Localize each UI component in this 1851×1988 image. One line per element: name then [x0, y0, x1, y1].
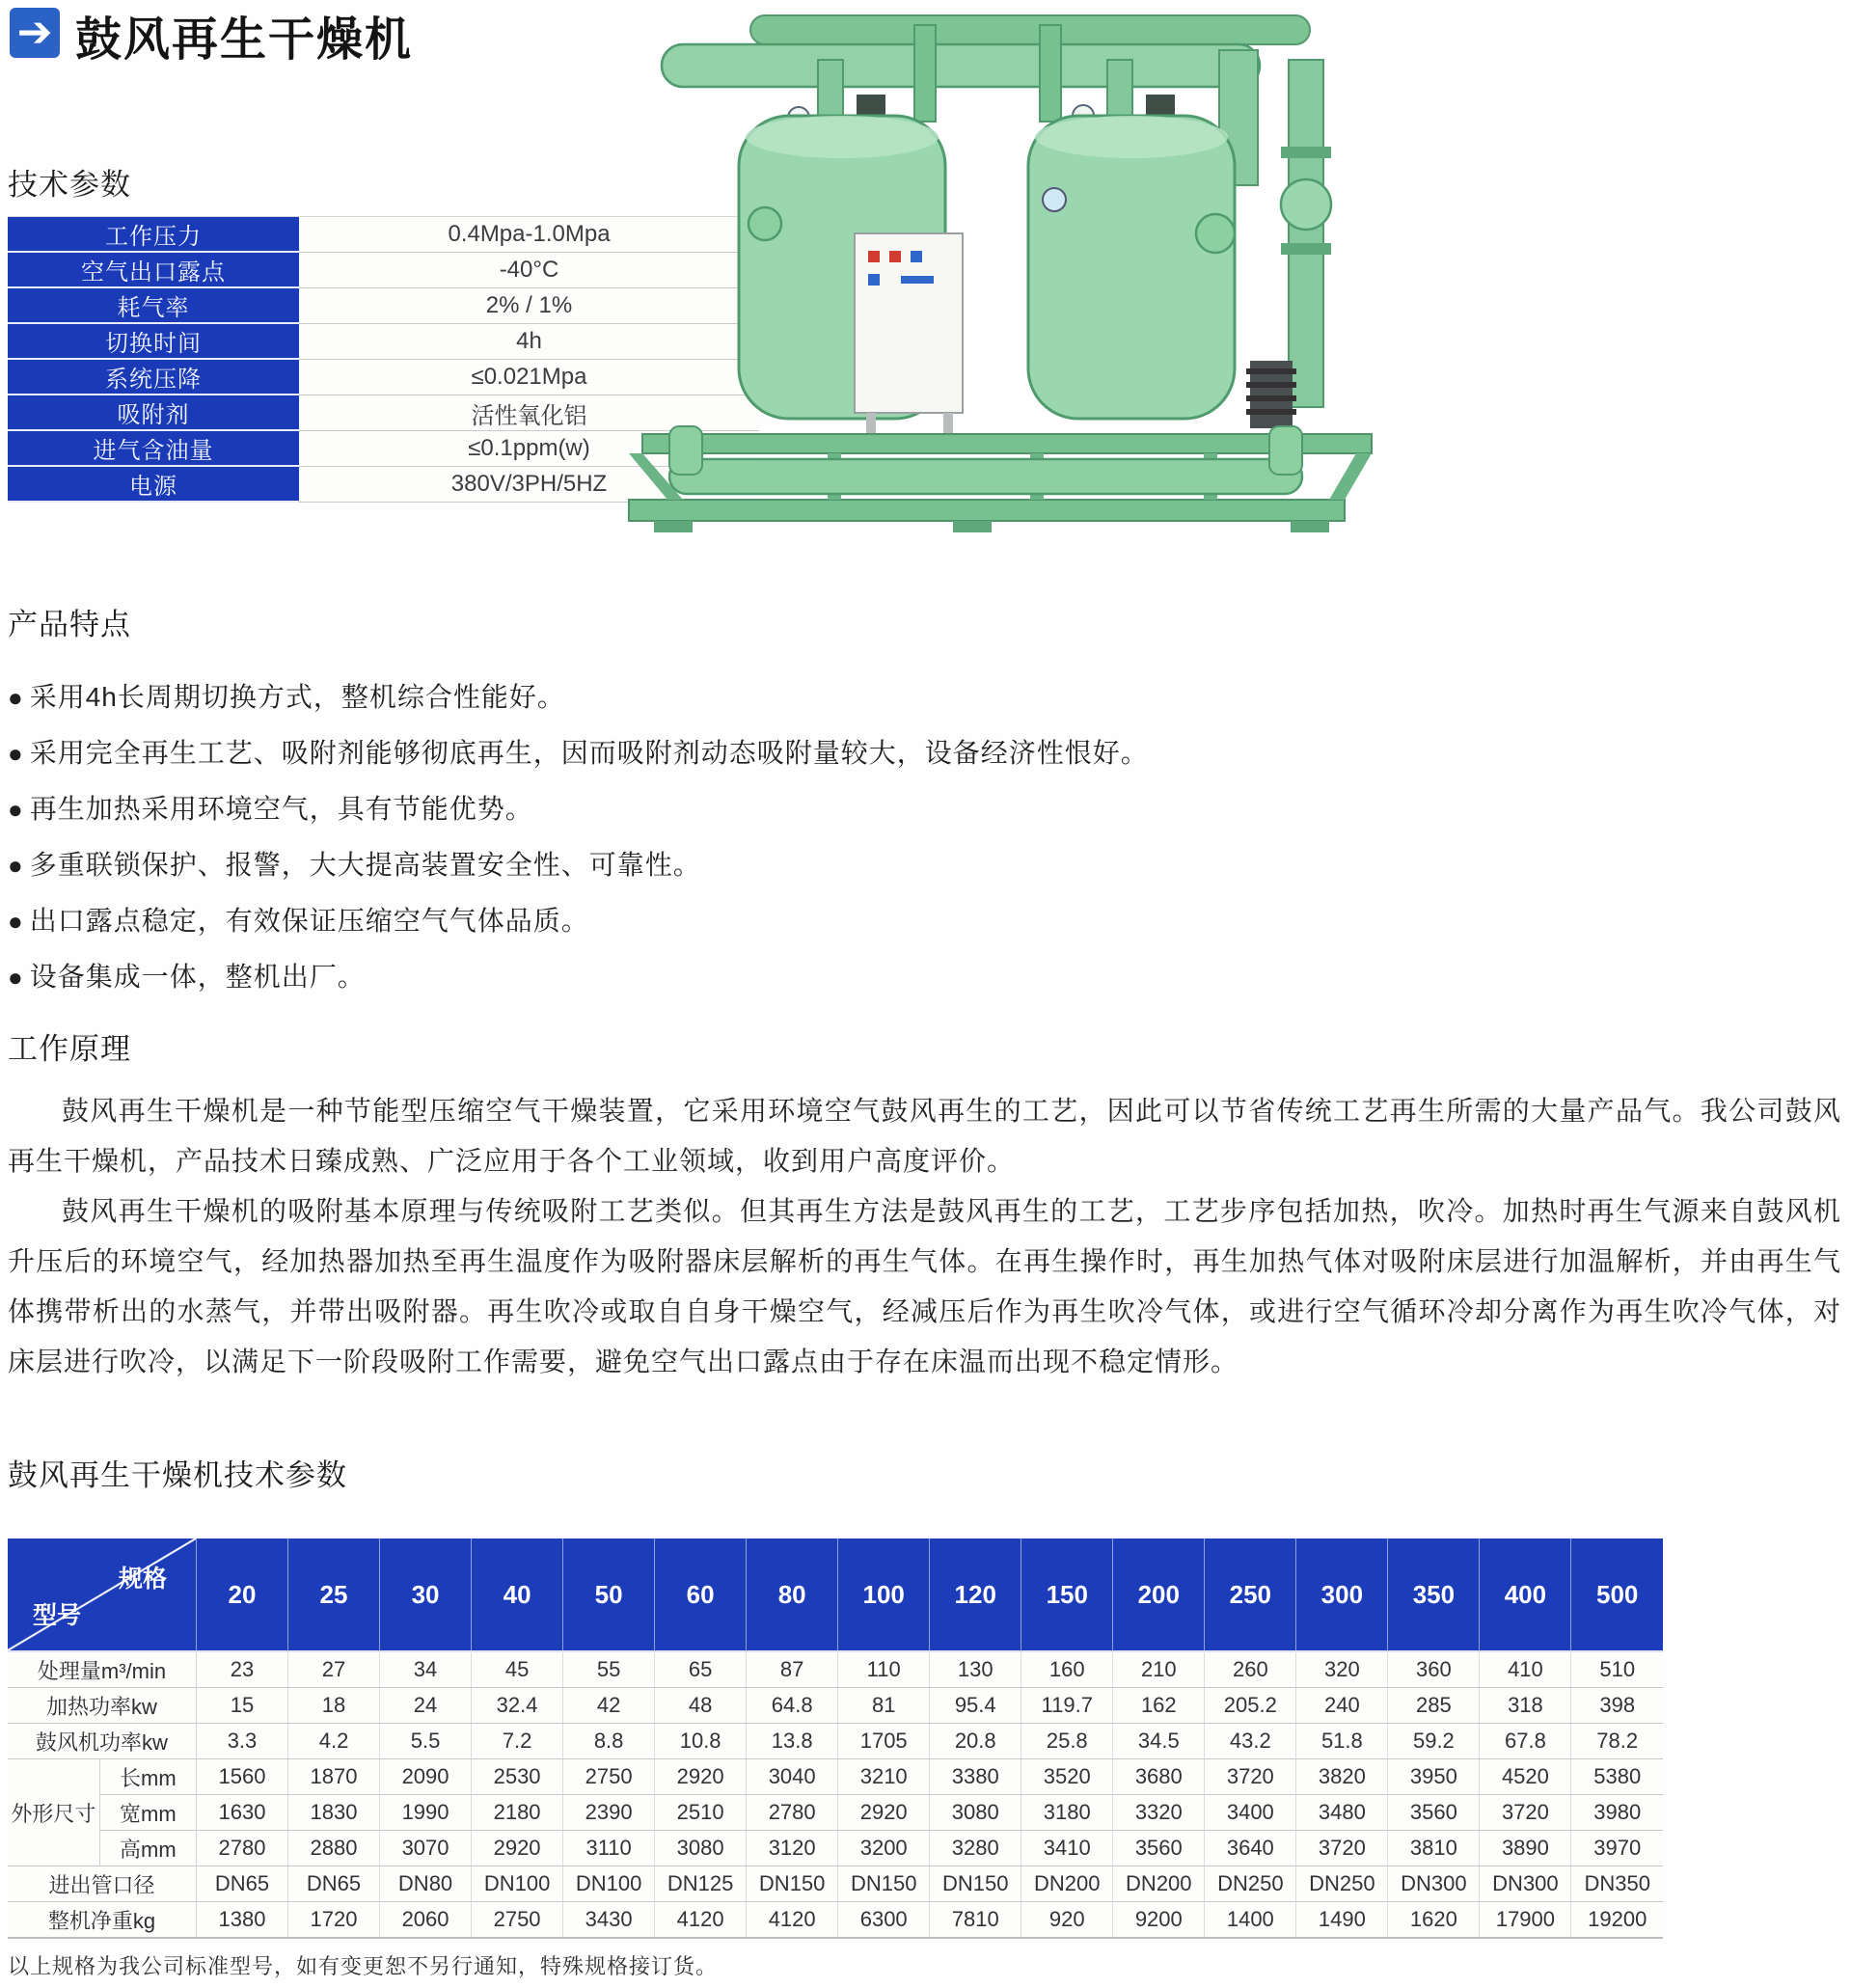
table-body [8, 1651, 1663, 1938]
table-cell: 285 [1388, 1688, 1480, 1724]
spec-value: -40°C [299, 253, 759, 288]
spec-value: ≤0.1ppm(w) [299, 431, 759, 467]
table-cell: 1490 [1296, 1902, 1388, 1939]
table-cell: 5.5 [380, 1724, 472, 1759]
model-header-cell: 500 [1571, 1539, 1663, 1651]
table-cell: DN200 [1113, 1866, 1205, 1902]
table-row [8, 1831, 1663, 1866]
table-cell: 2750 [563, 1759, 655, 1795]
table-cell: 360 [1388, 1651, 1480, 1688]
table-cell: 119.7 [1021, 1688, 1113, 1724]
table-cell: 260 [1205, 1651, 1296, 1688]
spec-value: 380V/3PH/5HZ [299, 467, 759, 503]
table-cell: 3320 [1113, 1795, 1205, 1831]
table-cell: DN150 [747, 1866, 838, 1902]
spec-label: 工作压力 [8, 217, 299, 253]
table-cell: 318 [1480, 1688, 1571, 1724]
model-header-cell: 250 [1205, 1539, 1296, 1651]
row-label: 宽mm [99, 1795, 196, 1831]
table-cell: 4120 [747, 1902, 838, 1939]
table-cell: 3560 [1113, 1831, 1205, 1866]
table-cell: 3520 [1021, 1759, 1113, 1795]
spec-label: 吸附剂 [8, 395, 299, 431]
table-cell: 3400 [1205, 1795, 1296, 1831]
table-cell: 3720 [1480, 1795, 1571, 1831]
table-row [8, 1795, 1663, 1831]
table-cell: 13.8 [747, 1724, 838, 1759]
table-cell: 2510 [655, 1795, 747, 1831]
table-cell: 15 [196, 1688, 287, 1724]
table-cell: 160 [1021, 1651, 1113, 1688]
table-row [8, 1759, 1663, 1795]
table-cell: 3410 [1021, 1831, 1113, 1866]
table-cell: 20.8 [930, 1724, 1021, 1759]
table-cell: 2920 [472, 1831, 563, 1866]
model-header-cell: 300 [1296, 1539, 1388, 1651]
table-cell: 59.2 [1388, 1724, 1480, 1759]
table-cell: 2780 [196, 1831, 287, 1866]
dryer-machine-illustration [625, 2, 1408, 554]
table-cell: 51.8 [1296, 1724, 1388, 1759]
model-header-cell: 40 [472, 1539, 563, 1651]
table-cell: 5380 [1571, 1759, 1663, 1795]
table-cell: 87 [747, 1651, 838, 1688]
table-cell: 7810 [930, 1902, 1021, 1939]
feature-item: ● 设备集成一体，整机出厂。 [8, 949, 1149, 1005]
table-cell: 23 [196, 1651, 287, 1688]
model-header-cell: 60 [655, 1539, 747, 1651]
model-header-cell: 120 [930, 1539, 1021, 1651]
spec-label: 耗气率 [8, 288, 299, 324]
feature-item: ● 采用4h长周期切换方式，整机综合性能好。 [8, 669, 1149, 725]
model-header-cell: 400 [1480, 1539, 1571, 1651]
row-label: 高mm [99, 1831, 196, 1866]
model-header-cell: 80 [747, 1539, 838, 1651]
principle-paragraph: 鼓风再生干燥机是一种节能型压缩空气干燥装置，它采用环境空气鼓风再生的工艺，因此可以节省传统工艺再生所需的大量产品气。我公司鼓风再生干燥机，产品技术日臻成熟、广泛应用于各个工业领域，收到用户高度评价。 [8, 1096, 1841, 1176]
table-cell: 18 [288, 1688, 380, 1724]
table-cell: 8.8 [563, 1724, 655, 1759]
table-cell: 3640 [1205, 1831, 1296, 1866]
table-row [8, 1724, 1663, 1759]
table-cell: 205.2 [1205, 1688, 1296, 1724]
table-cell: DN150 [838, 1866, 930, 1902]
table-cell: 510 [1571, 1651, 1663, 1688]
row-group-label: 外形尺寸 [8, 1759, 99, 1866]
spec-value: 0.4Mpa-1.0Mpa [299, 217, 759, 253]
table-cell: 34.5 [1113, 1724, 1205, 1759]
feature-item: ● 多重联锁保护、报警，大大提高装置安全性、可靠性。 [8, 837, 1149, 893]
table-cell: 3720 [1296, 1831, 1388, 1866]
table-cell: 3280 [930, 1831, 1021, 1866]
table-cell: 3980 [1571, 1795, 1663, 1831]
table-cell: 67.8 [1480, 1724, 1571, 1759]
table-cell: 4.2 [288, 1724, 380, 1759]
spec-label: 系统压降 [8, 360, 299, 395]
table-cell: 1620 [1388, 1902, 1480, 1939]
table-cell: 162 [1113, 1688, 1205, 1724]
table-cell: DN300 [1480, 1866, 1571, 1902]
table-cell: 27 [288, 1651, 380, 1688]
table-cell: 2780 [747, 1795, 838, 1831]
table-cell: DN65 [288, 1866, 380, 1902]
table-cell: 3430 [563, 1902, 655, 1939]
table-cell: 24 [380, 1688, 472, 1724]
table-cell: 3080 [655, 1831, 747, 1866]
table-cell: 3210 [838, 1759, 930, 1795]
spec-label: 切换时间 [8, 324, 299, 360]
table-cell: 3950 [1388, 1759, 1480, 1795]
table-cell: 9200 [1113, 1902, 1205, 1939]
table-cell: 3820 [1296, 1759, 1388, 1795]
table-cell: 78.2 [1571, 1724, 1663, 1759]
table-cell: 3120 [747, 1831, 838, 1866]
spec-label: 进气含油量 [8, 431, 299, 467]
table-cell: 240 [1296, 1688, 1388, 1724]
table-cell: DN250 [1205, 1866, 1296, 1902]
table-cell: DN200 [1021, 1866, 1113, 1902]
feature-item: ● 出口露点稳定，有效保证压缩空气气体品质。 [8, 893, 1149, 949]
table-cell: 95.4 [930, 1688, 1021, 1724]
table-cell: 3720 [1205, 1759, 1296, 1795]
table-cell: 1705 [838, 1724, 930, 1759]
table-cell: DN65 [196, 1866, 287, 1902]
table-cell: DN80 [380, 1866, 472, 1902]
table-cell: 1400 [1205, 1902, 1296, 1939]
table-cell: 3180 [1021, 1795, 1113, 1831]
table-cell: 4120 [655, 1902, 747, 1939]
corner-cell [8, 1539, 196, 1651]
table-cell: 2530 [472, 1759, 563, 1795]
table-cell: 6300 [838, 1902, 930, 1939]
table-cell: 3070 [380, 1831, 472, 1866]
spec-value: ≤0.021Mpa [299, 360, 759, 395]
row-label: 整机净重kg [8, 1902, 196, 1939]
table-cell: DN250 [1296, 1866, 1388, 1902]
table-cell: 3080 [930, 1795, 1021, 1831]
table-cell: 7.2 [472, 1724, 563, 1759]
table-cell: DN100 [472, 1866, 563, 1902]
table-cell: 410 [1480, 1651, 1571, 1688]
table-cell: 45 [472, 1651, 563, 1688]
feature-item: ● 再生加热采用环境空气，具有节能优势。 [8, 781, 1149, 837]
table-cell: 2090 [380, 1759, 472, 1795]
row-label: 鼓风机功率kw [8, 1724, 196, 1759]
table-cell: 2390 [563, 1795, 655, 1831]
table-cell: 55 [563, 1651, 655, 1688]
spec-heading: 技术参数 [8, 168, 131, 202]
table-cell: 64.8 [747, 1688, 838, 1724]
table-cell: 3890 [1480, 1831, 1571, 1866]
footer-note: 以上规格为我公司标准型号，如有变更恕不另行通知，特殊规格接订货。 [8, 1954, 719, 1978]
table-cell: 1560 [196, 1759, 287, 1795]
product-photo [625, 2, 1408, 554]
table-cell: 17900 [1480, 1902, 1571, 1939]
table-cell: 2750 [472, 1902, 563, 1939]
table-cell: 3.3 [196, 1724, 287, 1759]
table-cell: 2060 [380, 1902, 472, 1939]
table-cell: DN150 [930, 1866, 1021, 1902]
table-cell: 3040 [747, 1759, 838, 1795]
table-cell: 4520 [1480, 1759, 1571, 1795]
table-cell: 3200 [838, 1831, 930, 1866]
features-list [8, 669, 1149, 1005]
corner-spec-label: 规格 [118, 1566, 167, 1593]
table-header-row [8, 1539, 1663, 1651]
table-cell: 3480 [1296, 1795, 1388, 1831]
table-cell: 65 [655, 1651, 747, 1688]
table-cell: 1630 [196, 1795, 287, 1831]
table-cell: 1830 [288, 1795, 380, 1831]
table-cell: 42 [563, 1688, 655, 1724]
model-header-cell: 100 [838, 1539, 930, 1651]
table-cell: 130 [930, 1651, 1021, 1688]
table-cell: 398 [1571, 1688, 1663, 1724]
spec-value: 4h [299, 324, 759, 360]
table-cell: 3560 [1388, 1795, 1480, 1831]
corner-model-label: 型号 [33, 1602, 82, 1629]
table-cell: 3110 [563, 1831, 655, 1866]
table-cell: 1720 [288, 1902, 380, 1939]
arrow-icon: ➔ [10, 8, 60, 58]
table-cell: 3680 [1113, 1759, 1205, 1795]
table-cell: 110 [838, 1651, 930, 1688]
table-cell: 320 [1296, 1651, 1388, 1688]
model-header-cell: 200 [1113, 1539, 1205, 1651]
parameters-table [8, 1539, 1663, 1939]
model-header-cell: 50 [563, 1539, 655, 1651]
spec-label: 空气出口露点 [8, 253, 299, 288]
table-cell: 48 [655, 1688, 747, 1724]
table-row [8, 1902, 1663, 1939]
model-header-cell: 350 [1388, 1539, 1480, 1651]
table-cell: DN300 [1388, 1866, 1480, 1902]
table-cell: 1990 [380, 1795, 472, 1831]
table-row [8, 1866, 1663, 1902]
principle-heading: 工作原理 [8, 1032, 131, 1066]
table-cell: 34 [380, 1651, 472, 1688]
table-cell: 3380 [930, 1759, 1021, 1795]
feature-item: ● 采用完全再生工艺、吸附剂能够彻底再生，因而吸附剂动态吸附量较大，设备经济性恨好。 [8, 725, 1149, 781]
table-cell: 1870 [288, 1759, 380, 1795]
table-row [8, 1688, 1663, 1724]
table-cell: 19200 [1571, 1902, 1663, 1939]
table-cell: 10.8 [655, 1724, 747, 1759]
table-cell: 25.8 [1021, 1724, 1113, 1759]
table-cell: 2920 [838, 1795, 930, 1831]
spec-value: 2% / 1% [299, 288, 759, 324]
table-cell: 1380 [196, 1902, 287, 1939]
parameters-heading: 鼓风再生干燥机技术参数 [8, 1458, 347, 1492]
table-row [8, 1651, 1663, 1688]
model-header-cell: 30 [380, 1539, 472, 1651]
table-cell: 43.2 [1205, 1724, 1296, 1759]
table-cell: 920 [1021, 1902, 1113, 1939]
model-header-cell: 25 [288, 1539, 380, 1651]
table-cell: DN350 [1571, 1866, 1663, 1902]
row-label: 进出管口径 [8, 1866, 196, 1902]
table-cell: 3810 [1388, 1831, 1480, 1866]
page-title: 鼓风再生干燥机 [75, 14, 414, 66]
table-cell: 32.4 [472, 1688, 563, 1724]
principle-paragraphs [8, 1086, 1841, 1387]
table-cell: 3970 [1571, 1831, 1663, 1866]
model-header-cell: 20 [196, 1539, 287, 1651]
table-cell: DN125 [655, 1866, 747, 1902]
table-cell: 2880 [288, 1831, 380, 1866]
table-cell: DN100 [563, 1866, 655, 1902]
row-label: 加热功率kw [8, 1688, 196, 1724]
table-cell: 210 [1113, 1651, 1205, 1688]
table-cell: 2920 [655, 1759, 747, 1795]
principle-paragraph: 鼓风再生干燥机的吸附基本原理与传统吸附工艺类似。但其再生方法是鼓风再生的工艺，工艺步序包括加热，吹冷。加热时再生气源来自鼓风机升压后的环境空气，经加热器加热至再生温度作为吸附器床层解析的再生气体。在再生操作时，再生加热气体对吸附床层进行加温解析，并由再生气体携带析出的水蒸气，并带出吸附器。再生吹冷或取自自身干燥空气，经减压后作为再生吹冷气体，或进行空气循环冷却分离作为再生吹冷气体，对床层进行吹冷，以满足下一阶段吸附工作需要，避免空气出口露点由于存在床温而出现不稳定情形。 [8, 1196, 1841, 1376]
model-header-cell: 150 [1021, 1539, 1113, 1651]
row-label: 长mm [99, 1759, 196, 1795]
table-cell: 2180 [472, 1795, 563, 1831]
spec-label: 电源 [8, 467, 299, 503]
features-heading: 产品特点 [8, 608, 131, 641]
row-label: 处理量m³/min [8, 1651, 196, 1688]
table-cell: 81 [838, 1688, 930, 1724]
spec-value: 活性氧化铝 [299, 395, 759, 431]
